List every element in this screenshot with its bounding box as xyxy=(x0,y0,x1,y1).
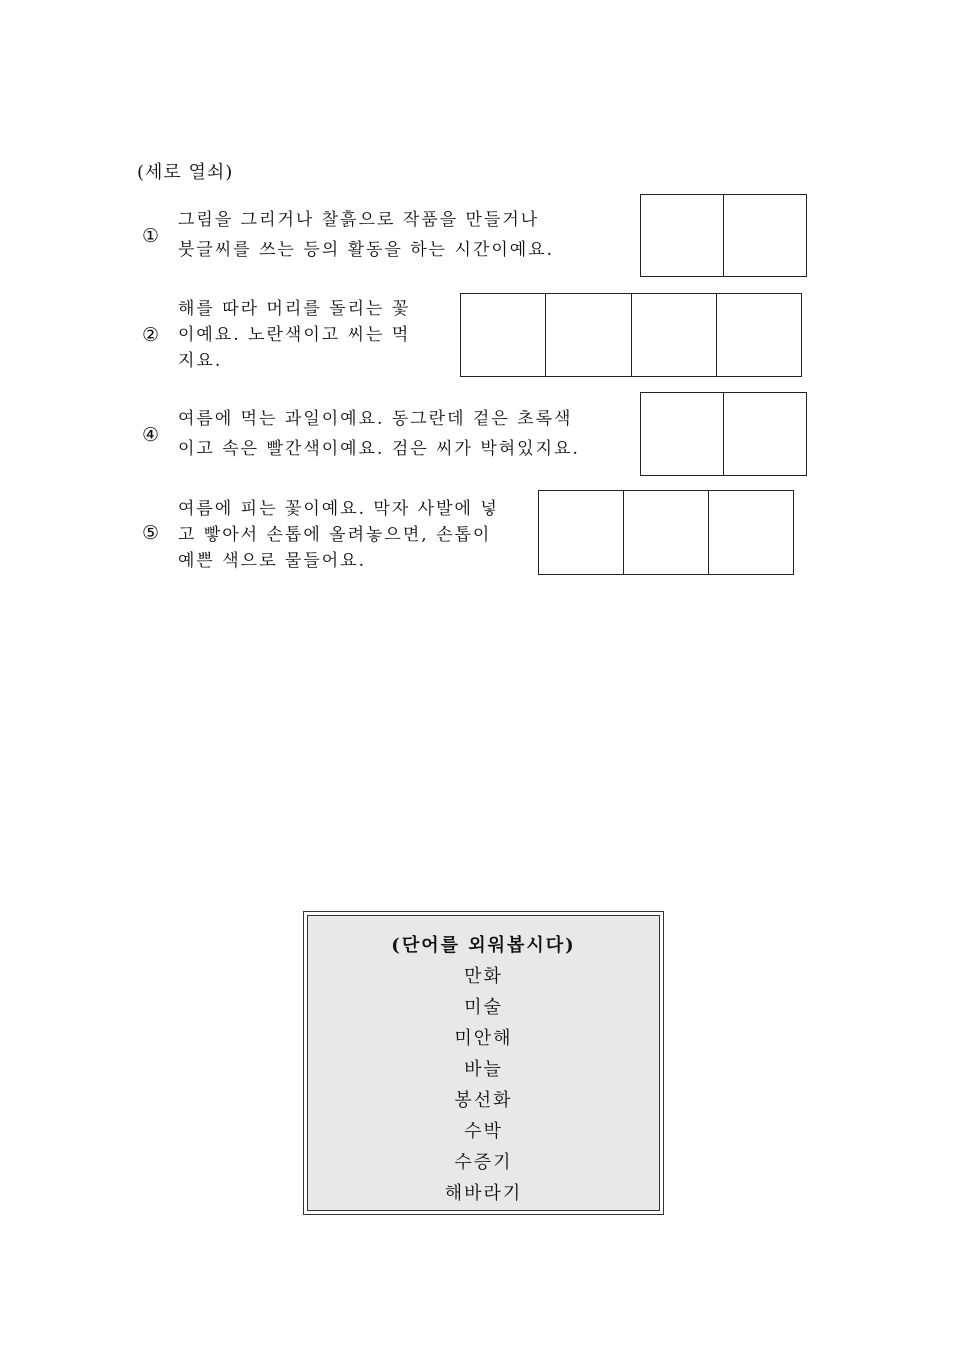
clue-2 xyxy=(142,296,442,376)
clue-number: ② xyxy=(142,324,160,346)
answer-cell[interactable] xyxy=(624,491,709,574)
vocabulary-panel xyxy=(307,915,660,1211)
clue-number: ① xyxy=(142,225,160,247)
clue-line: 이고 속은 빨간색이예요. 검은 씨가 박혀있지요. xyxy=(178,439,580,459)
answer-boxes-4 xyxy=(640,392,807,476)
vocabulary-word: 수박 xyxy=(464,1121,503,1142)
answer-cell[interactable] xyxy=(724,195,806,276)
clue-line: 고 빻아서 손톱에 올려놓으면, 손톱이 xyxy=(178,525,492,545)
vocabulary-word: 봉선화 xyxy=(454,1090,513,1111)
clue-text xyxy=(178,205,554,265)
answer-cell[interactable] xyxy=(717,294,801,376)
answer-cell[interactable] xyxy=(641,393,724,475)
clue-line: 이예요. 노란색이고 씨는 먹 xyxy=(178,325,411,345)
answer-cell[interactable] xyxy=(539,491,624,574)
clue-5 xyxy=(142,496,532,576)
clue-text xyxy=(178,404,580,464)
answer-cell[interactable] xyxy=(709,491,793,574)
answer-boxes-2 xyxy=(460,293,802,377)
vocabulary-word: 미술 xyxy=(464,997,503,1018)
clue-line: 그림을 그리거나 찰흙으로 작품을 만들거나 xyxy=(178,210,540,230)
answer-cell[interactable] xyxy=(724,393,806,475)
clue-4 xyxy=(142,404,622,474)
clue-line: 지요. xyxy=(178,351,223,371)
clue-1 xyxy=(142,205,602,275)
answer-cell[interactable] xyxy=(546,294,631,376)
clue-number: ④ xyxy=(142,424,160,446)
clue-line: 여름에 피는 꽃이예요. 막자 사발에 넣 xyxy=(178,499,499,519)
clue-line: 붓글씨를 쓰는 등의 활동을 하는 시간이예요. xyxy=(178,240,555,260)
answer-boxes-1 xyxy=(640,194,807,277)
answer-cell[interactable] xyxy=(641,195,724,276)
clue-text xyxy=(178,496,499,574)
vocabulary-word: 수증기 xyxy=(454,1152,513,1173)
vocabulary-title: (단어를 외워봅시다) xyxy=(391,935,576,956)
answer-cell[interactable] xyxy=(461,294,546,376)
clue-line: 예쁜 색으로 물들어요. xyxy=(178,551,367,571)
vocabulary-word: 미안해 xyxy=(454,1028,513,1049)
clue-number: ⑤ xyxy=(142,522,160,544)
clue-text xyxy=(178,296,410,374)
answer-boxes-5 xyxy=(538,490,794,575)
vocabulary-word: 만화 xyxy=(464,966,503,987)
answer-cell[interactable] xyxy=(632,294,717,376)
clue-line: 해를 따라 머리를 돌리는 꽃 xyxy=(178,299,411,319)
vocabulary-box xyxy=(303,911,664,1215)
vocabulary-word: 바늘 xyxy=(464,1059,503,1080)
section-heading: (세로 열쇠) xyxy=(137,162,234,183)
clue-line: 여름에 먹는 과일이예요. 동그란데 겉은 초록색 xyxy=(178,409,573,429)
vocabulary-word: 해바라기 xyxy=(444,1183,523,1204)
